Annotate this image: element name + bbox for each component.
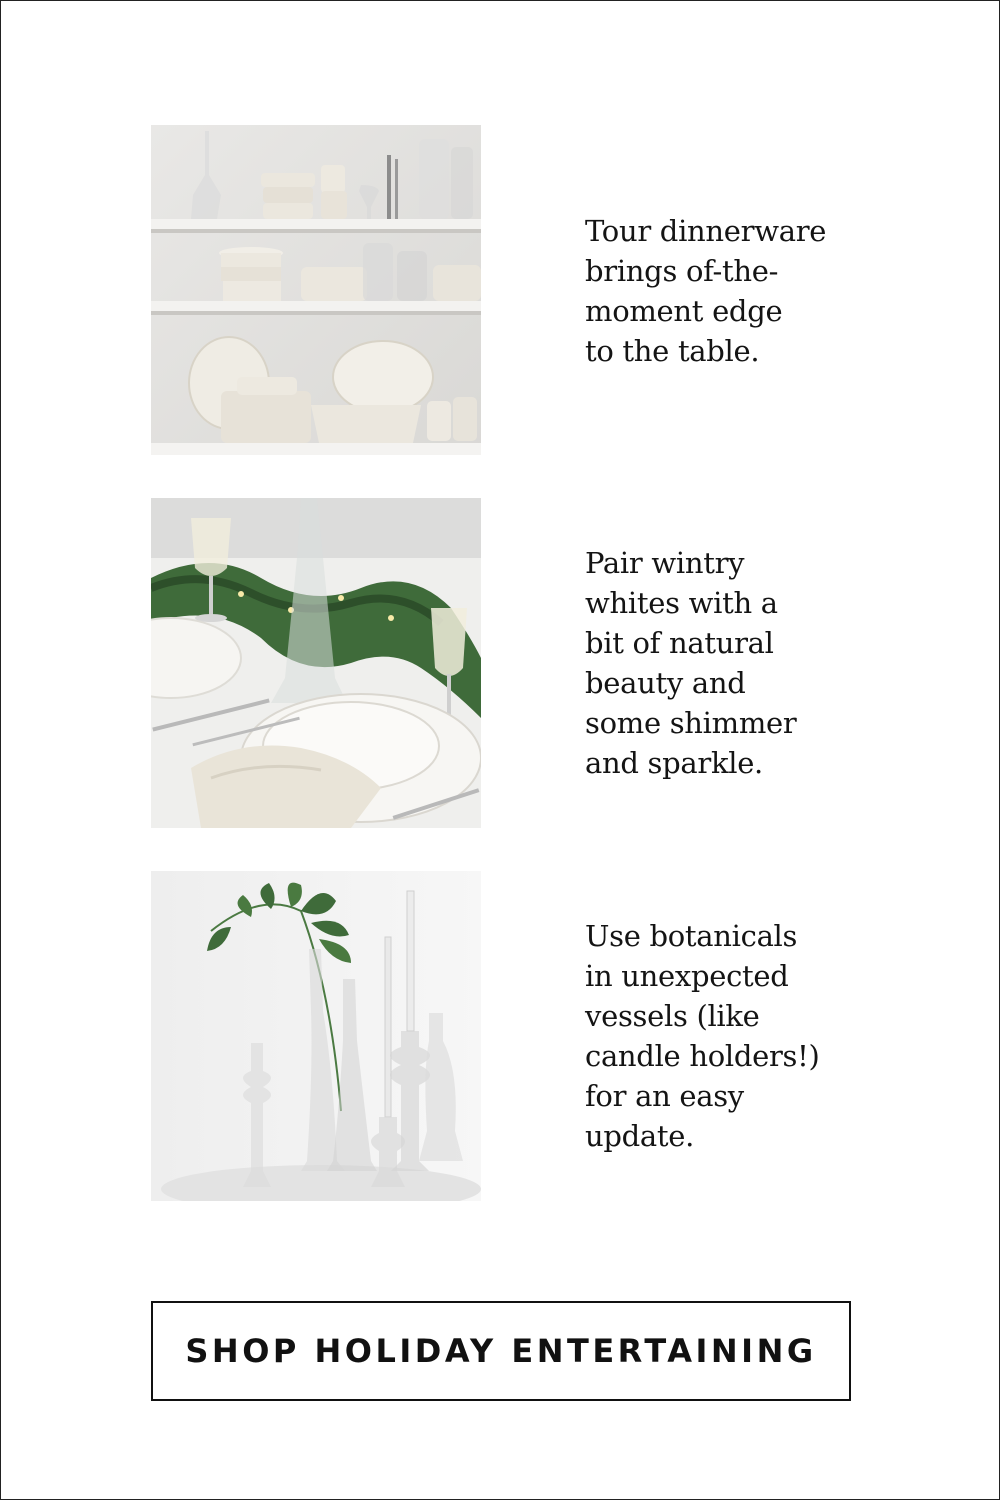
glass-candle-holders-image[interactable] (151, 871, 481, 1201)
botanicals-caption: Use botanicals in unexpected vessels (like candle holders!) for an easy update. (585, 919, 820, 1153)
dinnerware-caption: Tour dinnerware brings of-the- moment edge to the table. (585, 214, 827, 368)
dinnerware-shelves-image[interactable] (151, 125, 481, 455)
table-setting-caption: Pair wintry whites with a bit of natural beauty and some shimmer and sparkle. (585, 546, 797, 780)
feature-botanicals (151, 871, 851, 1201)
shop-holiday-entertaining-button[interactable]: SHOP HOLIDAY ENTERTAINING (151, 1301, 851, 1401)
feature-dinnerware (151, 125, 851, 455)
winter-table-setting-image[interactable] (151, 498, 481, 828)
feature-table-setting (151, 498, 851, 828)
